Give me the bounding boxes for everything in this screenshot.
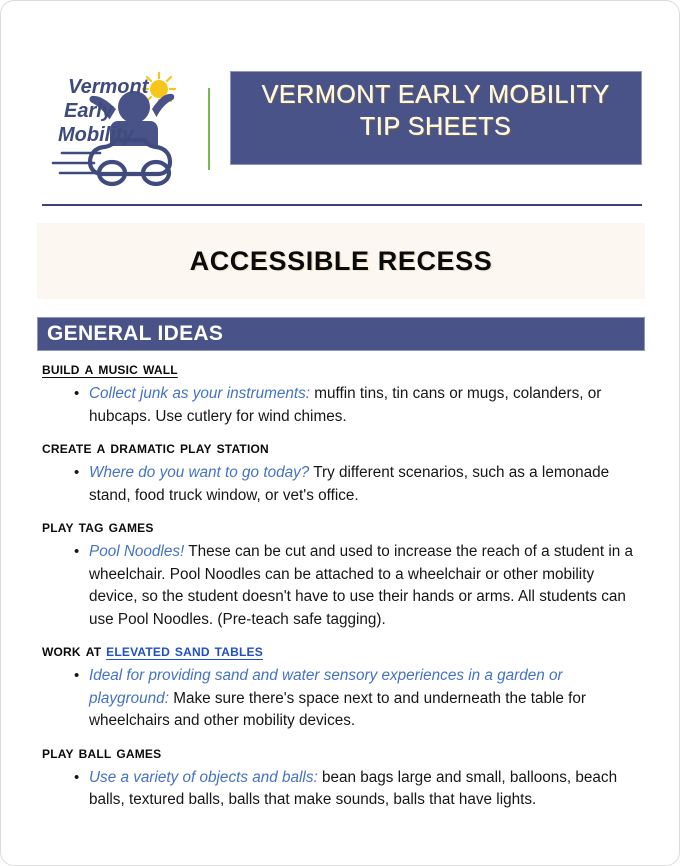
bullet-list <box>42 541 642 631</box>
section-heading-text: play tag games <box>42 517 154 536</box>
bullet-body-text: bean bags large and small, balloons, beach balls, textured balls, balls that make sounds, balls that have lights. <box>89 768 618 808</box>
bullet-list <box>42 383 642 428</box>
bullet-lead-in: Collect junk as your instruments: <box>89 385 311 402</box>
mobility-device-icon <box>90 140 170 184</box>
content-section <box>42 359 642 428</box>
banner-title-line-1: VERMONT EARLY MOBILITY <box>261 81 610 109</box>
bullet-body-text: Try different scenarios, such as a lemonade stand, food truck window, or vet's office. <box>89 464 610 504</box>
banner-title-line-2: TIP SHEETS <box>360 113 512 141</box>
bullet-item <box>42 767 642 812</box>
section-heading <box>42 517 154 537</box>
document-body <box>42 359 642 822</box>
section-heading-text: build a music wall <box>42 359 178 378</box>
section-heading-text: create a dramatic play station <box>42 438 269 457</box>
document-header <box>42 63 642 195</box>
section-heading <box>42 743 161 763</box>
content-section <box>42 743 642 812</box>
bullet-item <box>42 665 642 733</box>
logo-line-2: Early <box>64 100 113 122</box>
section-heading <box>42 359 178 379</box>
content-section <box>42 641 642 733</box>
logo-line-1: Vermont <box>68 76 149 98</box>
bullet-lead-in: Pool Noodles! <box>89 543 185 560</box>
bullet-body-text: muffin tins, tin cans or mugs, colanders, or hubcaps. Use cutlery for wind chimes. <box>89 385 602 425</box>
bullet-body-text: These can be cut and used to increase the reach of a student in a wheelchair. Pool Noodles can be attached to a wheelchair or other mobility device, so the student doesn't have to use their hands or arms. All students can use Pool Noodles. (Pre-teach safe tagging). <box>89 543 633 628</box>
bullet-list <box>42 462 642 507</box>
header-banner <box>230 71 642 165</box>
content-section <box>42 438 642 507</box>
page-title: ACCESSIBLE RECESS <box>189 245 493 276</box>
section-heading-link[interactable]: elevated sand tables <box>106 641 263 660</box>
bullet-list <box>42 767 642 812</box>
section-heading-text: work at <box>42 641 107 660</box>
logo-icon <box>42 65 194 193</box>
bullet-lead-in: Where do you want to go today? <box>89 464 310 481</box>
logo-line-3: Mobility <box>58 124 134 146</box>
document-title-band <box>37 223 645 299</box>
bullet-lead-in: Ideal for providing sand and water sensory experiences in a garden or playground: <box>89 667 563 707</box>
section-heading <box>42 641 263 661</box>
bullet-item <box>42 462 642 507</box>
section-heading <box>42 438 269 458</box>
bullet-item <box>42 541 642 631</box>
vermont-early-mobility-logo <box>42 65 194 193</box>
green-vertical-divider-icon <box>208 88 210 170</box>
section-heading-text: play ball games <box>42 742 162 762</box>
bullet-body-text: Make sure there's space next to and underneath the table for wheelchairs and other mobility devices. <box>89 689 587 729</box>
header-divider-rule <box>42 204 642 206</box>
content-section <box>42 517 642 631</box>
bullet-item <box>42 383 642 428</box>
bullet-list <box>42 665 642 733</box>
section-header-bar <box>37 317 645 351</box>
bullet-lead-in: Use a variety of objects and balls: <box>89 768 318 786</box>
section-header-label: GENERAL IDEAS <box>47 322 224 345</box>
